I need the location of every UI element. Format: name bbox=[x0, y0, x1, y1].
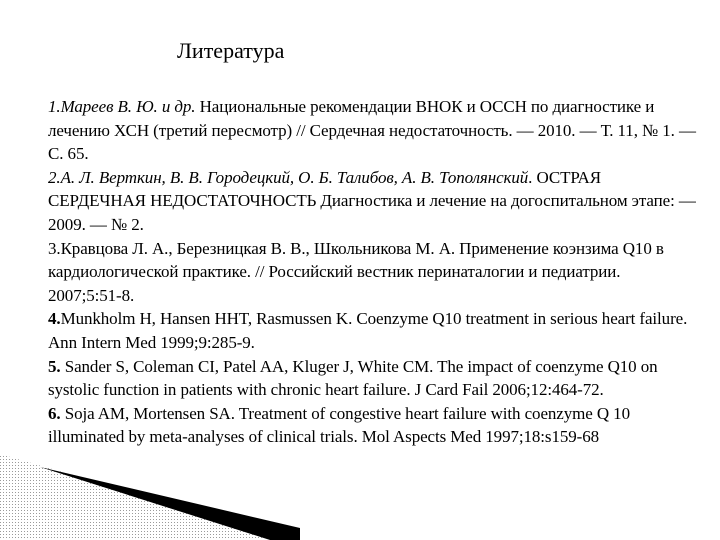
ref-number: 5. bbox=[48, 356, 61, 376]
ref-text: Soja AM, Mortensen SA. Treatment of congestive heart failure with coenzyme Q 10 illuminated by meta-analyses of clinical trials. Mol Aspects Med 1997;18:s159-68 bbox=[48, 403, 630, 447]
ref-authors: А. Л. Верткин, В. В. Городецкий, О. Б. Талибов, А. В. Тополянский bbox=[60, 167, 529, 187]
ref-text: . ОСТРАЯ СЕРДЕЧНАЯ НЕДОСТАТОЧНОСТЬ Диагностика и лечение на догоспитальном этапе: — 2009. — № 2. bbox=[48, 167, 696, 234]
ref-text: Кравцова Л. А., Березницкая В. В., Школьникова М. А. Применение коэнзима Q10 в кардиологической практике. // Российский вестник перинаталогии и педиатрии. 2007;5:51-8. bbox=[48, 238, 664, 305]
reference-3 bbox=[48, 237, 696, 308]
ref-number: 1. bbox=[48, 97, 61, 116]
ref-number: 4. bbox=[48, 309, 61, 329]
reference-5 bbox=[48, 355, 696, 402]
ref-authors: Мареев В. Ю. и др. bbox=[60, 97, 196, 116]
ref-number: 2. bbox=[48, 167, 61, 187]
reference-6 bbox=[48, 402, 696, 449]
ref-number: 6. bbox=[48, 403, 61, 423]
ref-number: 3. bbox=[48, 238, 61, 258]
page-title: Литература bbox=[177, 38, 285, 63]
reference-4 bbox=[48, 307, 696, 354]
ref-text: Национальные рекомендации ВНОК и ОССН по диагностике и лечению ХСН (третий пересмотр) // Сердечная недостаточность. — 2010. — Т. 11, № 1. — С. 65. bbox=[48, 97, 696, 164]
reference-1 bbox=[48, 95, 696, 166]
reference-2 bbox=[48, 166, 696, 237]
ref-text: Sander S, Coleman CI, Patel AA, Kluger J, White CM. The impact of coenzyme Q10 on systolic function in patients with chronic heart failure. J Card Fail 2006;12:464-72. bbox=[48, 356, 658, 400]
reference-list bbox=[48, 95, 696, 449]
ref-text: Munkholm H, Hansen HHT, Rasmussen K. Coenzyme Q10 treatment in serious heart failure. Ann Intern Med 1999;9:285-9. bbox=[48, 309, 688, 352]
